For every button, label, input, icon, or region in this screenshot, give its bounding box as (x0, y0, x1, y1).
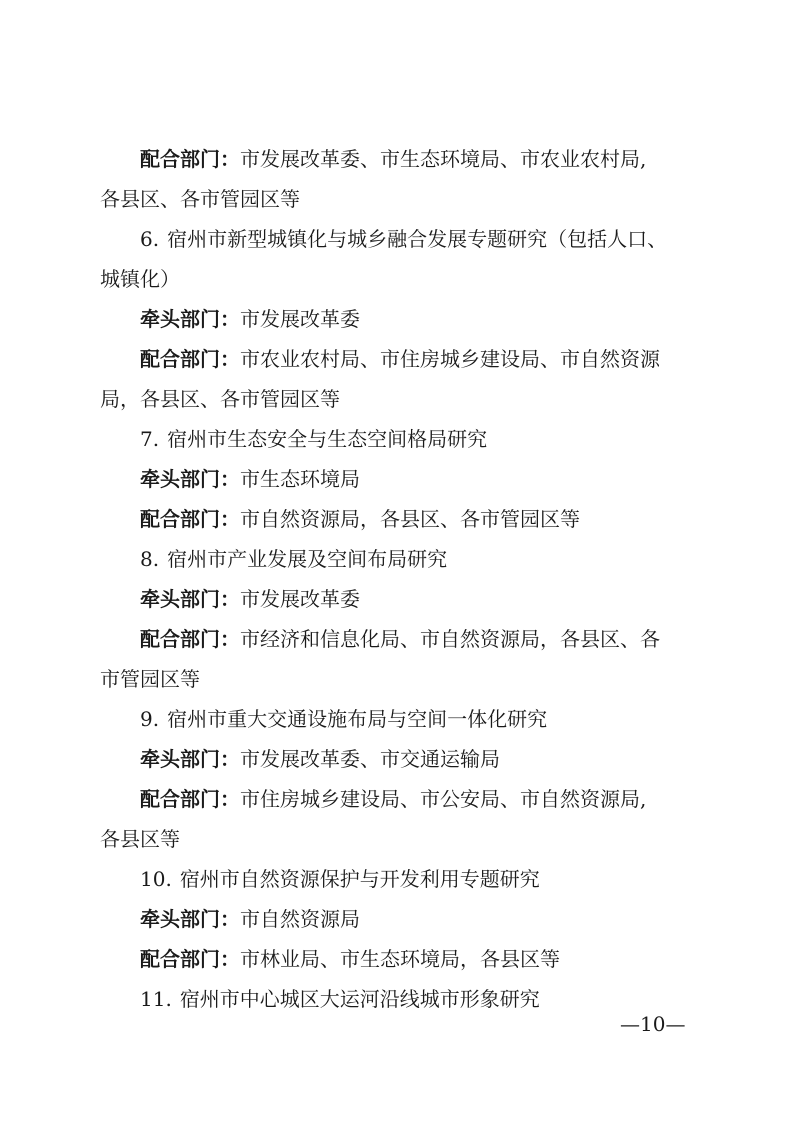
coop-dept-label: 配合部门： (140, 627, 240, 651)
line-4-text: 城镇化） (100, 267, 180, 291)
line-2-text: 各县区、各市管园区等 (100, 187, 300, 211)
line-16 (140, 747, 500, 771)
item-11-title (140, 987, 540, 1011)
line-20 (140, 907, 360, 931)
item-8-number: 8. (140, 547, 160, 571)
line-10-text: 市自然资源局，各县区、各市管园区等 (240, 507, 580, 531)
line-10 (140, 507, 580, 531)
line-5 (140, 307, 360, 331)
item-7-text: 宿州市生态安全与生态空间格局研究 (167, 427, 488, 451)
line-5-text: 市发展改革委 (240, 307, 360, 331)
line-16-text: 市发展改革委、市交通运输局 (240, 747, 500, 771)
item-8-title (140, 547, 447, 571)
item-10-text: 宿州市自然资源保护与开发利用专题研究 (179, 867, 540, 891)
coop-dept-label: 配合部门： (140, 147, 240, 171)
line-20-text: 市自然资源局 (240, 907, 360, 931)
page-number: —10— (620, 1012, 686, 1036)
line-21 (140, 947, 560, 971)
line-1-text: 市发展改革委、市生态环境局、市农业农村局, (240, 147, 647, 171)
line-18 (100, 827, 180, 851)
item-11-text: 宿州市中心城区大运河沿线城市形象研究 (179, 987, 540, 1011)
item-7-number: 7. (140, 427, 160, 451)
item-8-text: 宿州市产业发展及空间布局研究 (167, 547, 448, 571)
item-11-number: 11. (140, 987, 172, 1011)
item-10-title (140, 867, 540, 891)
lead-dept-label: 牵头部门： (140, 587, 240, 611)
item-6-number: 6. (140, 227, 160, 251)
item-9-title (140, 707, 547, 731)
line-14 (100, 667, 200, 691)
lead-dept-label: 牵头部门： (140, 467, 240, 491)
coop-dept-label: 配合部门： (140, 787, 240, 811)
line-13-text: 市经济和信息化局、市自然资源局，各县区、各 (240, 627, 660, 651)
line-6 (140, 347, 660, 371)
line-9 (140, 467, 360, 491)
line-7-text: 局，各县区、各市管园区等 (100, 387, 340, 411)
line-21-text: 市林业局、市生态环境局，各县区等 (240, 947, 560, 971)
line-6-text: 市农业农村局、市住房城乡建设局、市自然资源 (240, 347, 660, 371)
line-17-text: 市住房城乡建设局、市公安局、市自然资源局, (240, 787, 647, 811)
item-6-text: 宿州市新型城镇化与城乡融合发展专题研究（包括人口、 (167, 227, 668, 251)
item-7-title (140, 427, 487, 451)
line-14-text: 市管园区等 (100, 667, 200, 691)
line-2 (100, 187, 300, 211)
line-7 (100, 387, 340, 411)
lead-dept-label: 牵头部门： (140, 747, 240, 771)
coop-dept-label: 配合部门： (140, 347, 240, 371)
lead-dept-label: 牵头部门： (140, 907, 240, 931)
item-6-title (140, 227, 667, 251)
line-13 (140, 627, 660, 651)
line-12 (140, 587, 360, 611)
line-17 (140, 787, 646, 811)
item-9-text: 宿州市重大交通设施布局与空间一体化研究 (167, 707, 548, 731)
coop-dept-label: 配合部门： (140, 507, 240, 531)
item-10-number: 10. (140, 867, 172, 891)
item-9-number: 9. (140, 707, 160, 731)
line-1 (140, 147, 646, 171)
coop-dept-label: 配合部门： (140, 947, 240, 971)
line-9-text: 市生态环境局 (240, 467, 360, 491)
line-12-text: 市发展改革委 (240, 587, 360, 611)
lead-dept-label: 牵头部门： (140, 307, 240, 331)
line-4 (100, 267, 180, 291)
line-18-text: 各县区等 (100, 827, 180, 851)
